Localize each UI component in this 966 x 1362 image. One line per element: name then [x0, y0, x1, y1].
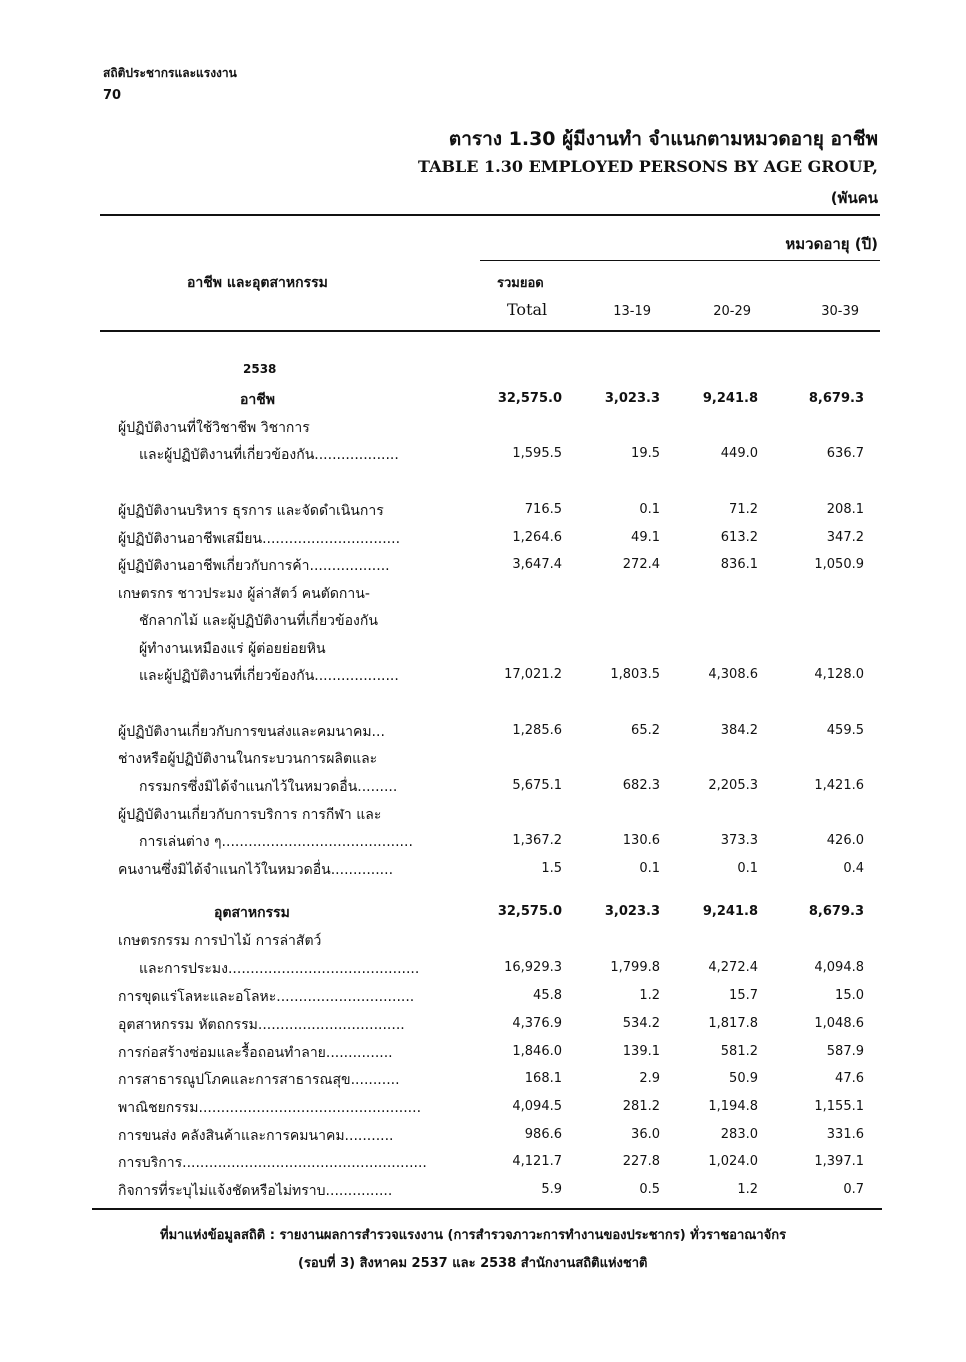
row-label: เกษตรกร ชาวประมง ผู้ล่าสัตว์ คนตัดกาน-	[118, 586, 370, 602]
total-value: 1,264.6	[512, 530, 562, 545]
age-13-19-value: 130.6	[622, 833, 660, 848]
table-row	[0, 360, 966, 382]
age-20-29-value: 4,308.6	[708, 667, 758, 682]
age-30-39-value: 0.4	[843, 861, 864, 876]
row-label: อุตสาหกรรม	[214, 905, 290, 921]
top-rule	[100, 214, 880, 216]
age-20-29-value: 836.1	[720, 557, 758, 572]
row-label: ผู้ปฏิบัติงานเกี่ยวกับการบริการ การกีฬา และ	[118, 807, 382, 823]
total-value: 17,021.2	[504, 667, 562, 682]
column-header-20-29: 20-29	[713, 304, 751, 319]
row-label: กรรมกรซึ่งมิได้จำแนกไว้ในหมวดอื่น.........	[139, 779, 398, 795]
age-13-19-value: 3,023.3	[604, 904, 660, 919]
row-label: การบริการ.......................................................	[118, 1155, 427, 1171]
total-value: 716.5	[524, 502, 562, 517]
age-30-39-value: 1,397.1	[814, 1154, 864, 1169]
row-label: เกษตรกรรม การป่าไม้ การล่าสัตว์	[118, 933, 322, 949]
age-20-29-value: 1,194.8	[708, 1099, 758, 1114]
total-value: 16,929.3	[504, 960, 562, 975]
age-13-19-value: 682.3	[622, 778, 660, 793]
column-header-13-19: 13-19	[613, 304, 651, 319]
row-label: และการประมง...........................................	[139, 961, 420, 977]
table-row	[0, 442, 966, 464]
table-row	[0, 984, 966, 1006]
total-value: 1,367.2	[512, 833, 562, 848]
table-row	[0, 1123, 966, 1145]
row-label: พาณิชยกรรม..................................................	[118, 1100, 422, 1116]
header-bottom-rule	[100, 330, 880, 332]
age-20-29-value: 1,024.0	[708, 1154, 758, 1169]
table-row	[0, 774, 966, 796]
occupation-industry-header: อาชีพ และอุตสาหกรรม	[187, 275, 328, 291]
table-row	[0, 663, 966, 685]
total-value: 32,575.0	[497, 391, 562, 406]
age-30-39-value: 4,094.8	[814, 960, 864, 975]
row-label: ช่างหรือผู้ปฏิบัติงานในกระบวนการผลิตและ	[118, 751, 378, 767]
age-20-29-value: 449.0	[720, 446, 758, 461]
unit-label: (พันคน	[830, 189, 878, 207]
table-row	[0, 857, 966, 879]
age-30-39-value: 347.2	[826, 530, 864, 545]
age-30-39-value: 15.0	[835, 988, 864, 1003]
table-bottom-rule	[92, 1208, 882, 1210]
age-13-19-value: 1.2	[639, 988, 660, 1003]
age-30-39-value: 331.6	[826, 1127, 864, 1142]
table-row	[0, 387, 966, 409]
age-13-19-value: 2.9	[639, 1071, 660, 1086]
row-label: คนงานซึ่งมิได้จำแนกไว้ในหมวดอื่น..............	[118, 862, 394, 878]
row-label: การขนส่ง คลังสินค้าและการคมนาคม...........	[118, 1128, 394, 1144]
table-row	[0, 928, 966, 950]
table-row	[0, 581, 966, 603]
age-30-39-value: 4,128.0	[814, 667, 864, 682]
age-20-29-value: 384.2	[720, 723, 758, 738]
total-value: 1.5	[541, 861, 562, 876]
age-13-19-value: 0.5	[639, 1182, 660, 1197]
age-30-39-value: 1,048.6	[814, 1016, 864, 1031]
row-label: ผู้ปฏิบัติงานที่ใช้วิชาชีพ วิชาการ	[118, 420, 310, 436]
total-value: 168.1	[524, 1071, 562, 1086]
row-label: การขุดแร่โลหะและอโลหะ...............................	[118, 989, 415, 1005]
table-row	[0, 829, 966, 851]
age-20-29-value: 2,205.3	[708, 778, 758, 793]
total-header-english: Total	[507, 300, 548, 319]
total-value: 4,094.5	[512, 1099, 562, 1114]
total-value: 32,575.0	[497, 904, 562, 919]
row-label: ผู้ปฏิบัติงานอาชีพเสมียน...............................	[118, 531, 401, 547]
table-row	[0, 498, 966, 520]
page-number: 70	[103, 88, 122, 103]
table-row	[0, 1040, 966, 1062]
age-13-19-value: 281.2	[622, 1099, 660, 1114]
table-row	[0, 553, 966, 575]
age-20-29-value: 283.0	[720, 1127, 758, 1142]
source-note-line-1: ที่มาแห่งข้อมูลสถิติ : รายงานผลการสำรวจแรงงาน (การสำรวจภาวะการทำงานของประชากร) ทั่วราชอาณาจักร	[160, 1228, 787, 1243]
age-30-39-value: 426.0	[826, 833, 864, 848]
age-20-29-value: 581.2	[720, 1044, 758, 1059]
age-30-39-value: 587.9	[826, 1044, 864, 1059]
total-value: 4,376.9	[512, 1016, 562, 1031]
age-13-19-value: 534.2	[622, 1016, 660, 1031]
age-group-rule	[480, 260, 880, 261]
table-row	[0, 608, 966, 630]
total-value: 1,846.0	[512, 1044, 562, 1059]
table-row	[0, 802, 966, 824]
table-row	[0, 1067, 966, 1089]
age-13-19-value: 3,023.3	[604, 391, 660, 406]
age-30-39-value: 8,679.3	[808, 904, 864, 919]
header-category: สถิติประชากรและแรงงาน	[103, 66, 237, 80]
source-note-line-2: (รอบที่ 3) สิงหาคม 2537 และ 2538 สำนักงานสถิติแห่งชาติ	[298, 1256, 648, 1271]
age-13-19-value: 139.1	[622, 1044, 660, 1059]
row-label: การเล่นต่าง ๆ...........................................	[139, 834, 413, 850]
total-value: 4,121.7	[512, 1154, 562, 1169]
total-value: 5.9	[541, 1182, 562, 1197]
row-label: ผู้ทำงานเหมืองแร่ ผู้ต่อยย่อยหิน	[139, 641, 326, 657]
age-13-19-value: 36.0	[631, 1127, 660, 1142]
age-13-19-value: 0.1	[639, 861, 660, 876]
total-value: 1,595.5	[512, 446, 562, 461]
age-30-39-value: 636.7	[826, 446, 864, 461]
table-row	[0, 1095, 966, 1117]
age-group-header: หมวดอายุ (ปี)	[785, 235, 878, 253]
age-20-29-value: 50.9	[729, 1071, 758, 1086]
age-13-19-value: 19.5	[631, 446, 660, 461]
age-20-29-value: 15.7	[729, 988, 758, 1003]
age-13-19-value: 1,803.5	[610, 667, 660, 682]
age-20-29-value: 613.2	[720, 530, 758, 545]
age-13-19-value: 65.2	[631, 723, 660, 738]
table-row	[0, 900, 966, 922]
table-row	[0, 719, 966, 741]
table-row	[0, 1012, 966, 1034]
age-30-39-value: 208.1	[826, 502, 864, 517]
table-title-english: TABLE 1.30 EMPLOYED PERSONS BY AGE GROUP,	[418, 157, 878, 176]
row-label: การสาธารณูปโภคและการสาธารณสุข...........	[118, 1072, 400, 1088]
row-label: 2538	[243, 362, 277, 376]
row-label: ชักลากไม้ และผู้ปฏิบัติงานที่เกี่ยวข้องกัน	[139, 613, 378, 629]
table-row	[0, 1150, 966, 1172]
age-30-39-value: 1,421.6	[814, 778, 864, 793]
age-20-29-value: 0.1	[737, 861, 758, 876]
age-30-39-value: 47.6	[835, 1071, 864, 1086]
row-label: การก่อสร้างซ่อมและรื้อถอนทำลาย...............	[118, 1045, 393, 1061]
total-value: 1,285.6	[512, 723, 562, 738]
total-header-thai: รวมยอด	[497, 276, 544, 291]
table-row	[0, 636, 966, 658]
table-row	[0, 746, 966, 768]
total-value: 45.8	[533, 988, 562, 1003]
row-label: อุตสาหกรรม หัตถกรรม.................................	[118, 1017, 405, 1033]
age-30-39-value: 459.5	[826, 723, 864, 738]
table-row	[0, 526, 966, 548]
age-30-39-value: 1,050.9	[814, 557, 864, 572]
row-label: ผู้ปฏิบัติงานเกี่ยวกับการขนส่งและคมนาคม...	[118, 724, 385, 740]
row-label: กิจการที่ระบุไม่แจ้งชัดหรือไม่ทราบ...............	[118, 1183, 393, 1199]
age-20-29-value: 373.3	[720, 833, 758, 848]
total-value: 3,647.4	[512, 557, 562, 572]
age-20-29-value: 9,241.8	[702, 904, 758, 919]
age-30-39-value: 0.7	[843, 1182, 864, 1197]
total-value: 986.6	[524, 1127, 562, 1142]
age-30-39-value: 8,679.3	[808, 391, 864, 406]
table-row	[0, 415, 966, 437]
age-20-29-value: 71.2	[729, 502, 758, 517]
row-label: ผู้ปฏิบัติงานบริหาร ธุรการ และจัดดำเนินการ	[118, 503, 384, 519]
total-value: 5,675.1	[512, 778, 562, 793]
age-30-39-value: 1,155.1	[814, 1099, 864, 1114]
age-13-19-value: 1,799.8	[610, 960, 660, 975]
column-header-30-39: 30-39	[821, 304, 859, 319]
row-label: อาชีพ	[240, 392, 275, 408]
table-row	[0, 956, 966, 978]
age-13-19-value: 227.8	[622, 1154, 660, 1169]
age-20-29-value: 1.2	[737, 1182, 758, 1197]
age-20-29-value: 1,817.8	[708, 1016, 758, 1031]
age-13-19-value: 49.1	[631, 530, 660, 545]
table-row	[0, 1178, 966, 1200]
table-title-thai: ตาราง 1.30 ผู้มีงานทำ จำแนกตามหมวดอายุ อาชีพ	[448, 128, 878, 150]
age-13-19-value: 0.1	[639, 502, 660, 517]
row-label: และผู้ปฏิบัติงานที่เกี่ยวข้องกัน...................	[139, 668, 399, 684]
age-20-29-value: 4,272.4	[708, 960, 758, 975]
row-label: ผู้ปฏิบัติงานอาชีพเกี่ยวกับการค้า..................	[118, 558, 390, 574]
row-label: และผู้ปฏิบัติงานที่เกี่ยวข้องกัน...................	[139, 447, 399, 463]
age-13-19-value: 272.4	[622, 557, 660, 572]
age-20-29-value: 9,241.8	[702, 391, 758, 406]
